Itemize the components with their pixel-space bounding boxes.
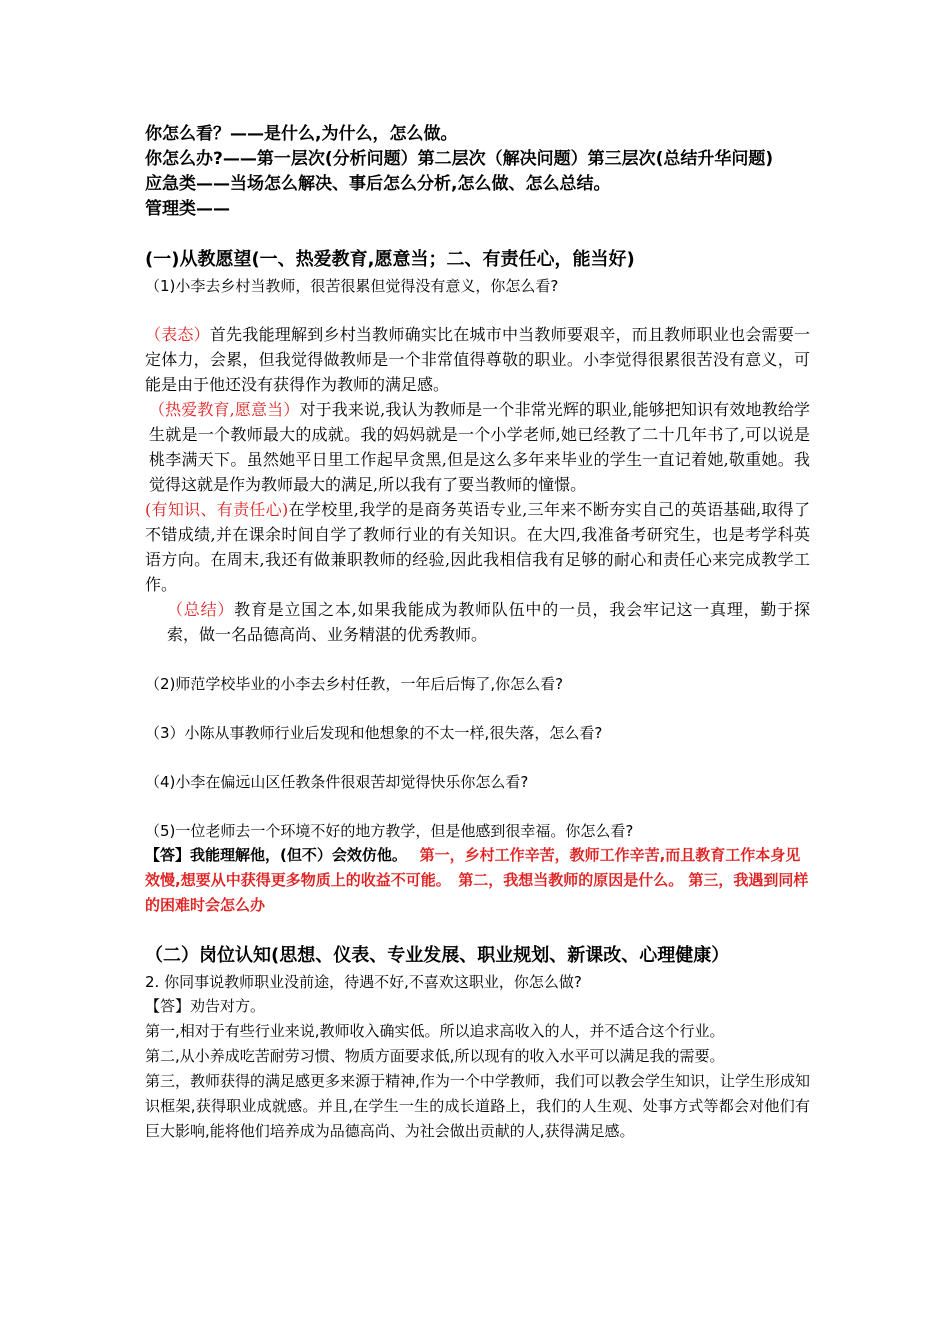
paragraph-text: 在学校里,我学的是商务英语专业,三年来不断夯实自己的英语基础,取得了不错成绩,并在课余时间自学了教师行业的有关知识。在大四,我准备考研究生，也是考学科英语方向。在周末,我还有做兼职教师的经验,因此我相信我有足够的耐心和责任心来完成教学工作。 — [145, 500, 810, 594]
intro-line-3: 应急类——当场怎么解决、事后怎么分析,怎么做、怎么总结。 — [145, 174, 611, 194]
question-2: （2)师范学校毕业的小李去乡村任教，一年后后悔了,你怎么看? — [145, 675, 564, 693]
spacer — [145, 794, 810, 819]
intro-line-2: 你怎么办?——第一层次(分析问题）第二层次（解决问题）第三层次(总结升华问题) — [145, 149, 774, 169]
spacer — [145, 647, 810, 672]
section-1-title: (一)从教愿望(一、热爱教育,愿意当；二、有责任心，能当好) — [145, 249, 635, 270]
question-6: 2. 你同事说教师职业没前途，待遇不好,不喜欢这职业，你怎么做? — [145, 973, 582, 991]
spacer — [145, 298, 810, 322]
answer-paragraph-stance — [145, 322, 810, 397]
spacer — [145, 745, 810, 770]
spacer — [145, 918, 810, 942]
question-1: （1)小李去乡村当教师，很苦很累但觉得没有意义，你怎么看? — [145, 277, 559, 295]
point-3: 第三，教师获得的满足感更多来源于精神,作为一个中学教师，我们可以教会学生知识，让学生形成知识框架,获得职业成就感。并且,在学生一生的成长道路上，我们的人生观、处事方式等都会对他们有巨大影响,能将他们培养成为品德高尚、为社会做出贡献的人,获得满足感。 — [145, 1072, 810, 1140]
answer-points: 第一，乡村工作辛苦，教师工作辛苦,而且教育工作本身见效慢,想要从中获得更多物质上的收益不可能。 第二，我想当教师的原因是什么。 第三，我遇到同样的困难时会怎么办 — [145, 846, 809, 914]
answer-label: 【答】我能理解他，(但不）会效仿他。 — [145, 846, 400, 864]
question-3: （3）小陈从事教师行业后发现和他想象的不太一样,很失落，怎么看? — [145, 724, 603, 742]
paragraph-text: 对于我来说,我认为教师是一个非常光辉的职业,能够把知识有效地教给学生就是一个教师最大的成就。我的妈妈就是一个小学老师,她已经教了二十几年书了,可以说是桃李满天下。虽然她平日里工作起早贪黑,但是这么多年来毕业的学生一直记着她,敬重她。我觉得这就是作为教师最大的满足,所以我有了要当教师的憧憬。 — [149, 400, 810, 494]
spacer — [145, 696, 810, 721]
tag-responsibility: (有知识、有责任心) — [145, 500, 289, 519]
answer-label: 【答】劝告对方。 — [145, 997, 266, 1015]
paragraph-text: 教育是立国之本,如果我能成为教师队伍中的一员，我会牢记这一真理，勤于探索，做一名品德高尚、业务精湛的优秀教师。 — [167, 600, 810, 644]
answer-paragraph-summary — [145, 597, 810, 647]
intro-line-4: 管理类—— — [145, 199, 230, 219]
question-4: （4)小李在偏远山区任教条件很艰苦却觉得快乐你怎么看? — [145, 773, 529, 791]
answer-summary — [145, 843, 810, 918]
point-2: 第二,从小养成吃苦耐劳习惯、物质方面要求低,所以现有的收入水平可以满足我的需要。 — [145, 1047, 725, 1065]
tag-stance: （表态） — [145, 325, 210, 344]
section-2-title: （二）岗位认知(思想、仪表、专业发展、职业规划、新课改、心理健康） — [145, 945, 730, 966]
spacer — [145, 222, 810, 246]
paragraph-text: 首先我能理解到乡村当教师确实比在城市中当教师要艰辛，而且教师职业也会需要一定体力，会累，但我觉得做教师是一个非常值得尊敬的职业。小李觉得很累很苦没有意义，可能是由于他还没有获得作为教师的满足感。 — [145, 325, 810, 394]
answer-paragraph-passion — [145, 397, 810, 497]
point-1: 第一,相对于有些行业来说,教师收入确实低。所以追求高收入的人，并不适合这个行业。 — [145, 1022, 725, 1040]
intro-line-1: 你怎么看？——是什么,为什么，怎么做。 — [145, 124, 458, 144]
answer-paragraph-responsibility — [145, 497, 810, 597]
tag-summary: （总结） — [167, 600, 235, 619]
question-5: （5)一位老师去一个环境不好的地方教学，但是他感到很幸福。你怎么看? — [145, 822, 634, 840]
tag-passion: （热爱教育,愿意当） — [149, 400, 300, 419]
